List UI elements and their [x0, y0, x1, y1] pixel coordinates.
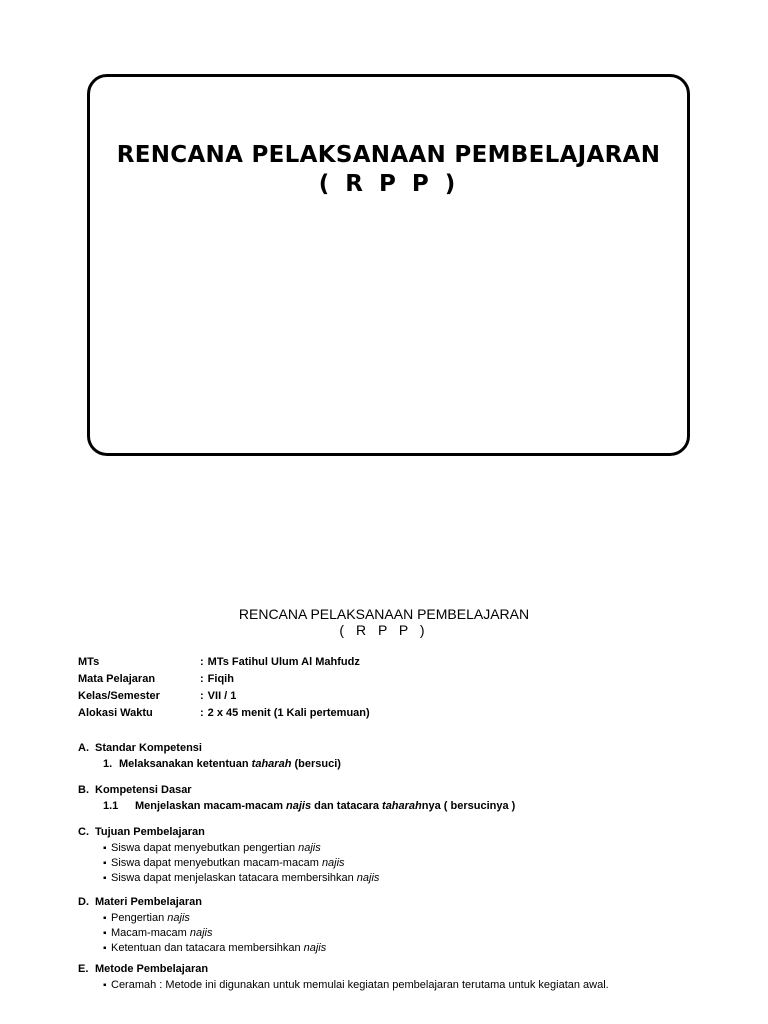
section-heading-d: [78, 896, 738, 912]
item-italic: taharah: [251, 758, 292, 770]
section-title: Standar Kompetensi: [95, 742, 202, 754]
document-subtitle: ( R P P ): [339, 622, 429, 638]
item-italic: najis: [189, 927, 213, 939]
section-letter: D.: [78, 896, 89, 908]
section-heading-a: [78, 742, 738, 758]
item-text: Siswa dapat menyebutkan macam-macam: [111, 857, 322, 869]
info-label: Mata Pelajaran: [78, 673, 156, 685]
item-italic: najis: [167, 912, 190, 924]
list-item: [78, 942, 738, 957]
item-text: Ketentuan dan tatacara membersihkan: [111, 942, 304, 954]
section-heading-e: [78, 963, 738, 979]
section-title: Metode Pembelajaran: [95, 963, 209, 975]
cover-title: RENCANA PELAKSANAAN PEMBELAJARAN: [116, 142, 661, 168]
competency-item: [78, 758, 738, 775]
item-text: dan tatacara: [311, 800, 383, 812]
section-title: Kompetensi Dasar: [95, 784, 192, 796]
item-text: Pengertian: [111, 912, 168, 924]
item-italic: najis: [286, 800, 312, 812]
cover-subtitle: ( R P P ): [318, 171, 459, 197]
section-letter: C.: [78, 826, 89, 838]
item-italic: taharah: [382, 800, 422, 812]
info-row-mts: [78, 656, 370, 673]
item-text: Siswa dapat menyebutkan pengertian: [111, 842, 299, 854]
item-italic: najis: [298, 842, 321, 854]
info-row-time: [78, 707, 370, 724]
info-value: : MTs Fatihul Ulum Al Mahfudz: [200, 656, 360, 673]
item-italic: najis: [321, 857, 345, 869]
section-letter: B.: [78, 784, 89, 796]
info-label: Kelas/Semester: [78, 690, 160, 702]
cover-box: [87, 74, 690, 456]
item-number: 1.: [103, 758, 113, 770]
item-text: Ceramah : Metode ini digunakan untuk memulai kegiatan pembelajaran terutama untuk kegiatan awal.: [111, 979, 609, 991]
section-letter: E.: [78, 963, 89, 975]
section-title: Tujuan Pembelajaran: [95, 826, 205, 838]
item-text: Melaksanakan ketentuan: [119, 758, 252, 770]
list-item: [78, 912, 738, 927]
section-heading-b: [78, 784, 738, 800]
item-number: 1.1: [103, 800, 119, 812]
item-text: (bersuci): [291, 758, 341, 770]
competency-item: [78, 800, 738, 817]
list-item: [78, 857, 738, 872]
info-row-class: [78, 690, 370, 707]
item-italic: najis: [303, 942, 327, 954]
info-table: [78, 656, 370, 724]
list-item: [78, 979, 738, 994]
section-letter: A.: [78, 742, 89, 754]
sections: [78, 742, 738, 994]
info-value: : VII / 1: [200, 690, 236, 707]
list-item: [78, 872, 738, 887]
info-label: Alokasi Waktu: [78, 707, 153, 719]
item-text: nya ( bersucinya ): [421, 800, 516, 812]
document-title: RENCANA PELAKSANAAN PEMBELAJARAN: [238, 606, 530, 622]
section-title: Materi Pembelajaran: [95, 896, 202, 908]
info-value: : Fiqih: [200, 673, 234, 690]
item-text: Menjelaskan macam-macam: [135, 800, 287, 812]
section-heading-c: [78, 826, 738, 842]
info-value: : 2 x 45 menit (1 Kali pertemuan): [200, 707, 370, 724]
item-text: Siswa dapat menjelaskan tatacara membersihkan: [111, 872, 357, 884]
item-italic: najis: [356, 872, 380, 884]
list-item: [78, 927, 738, 942]
item-text: Macam-macam: [111, 927, 190, 939]
info-row-subject: [78, 673, 370, 690]
info-label: MTs: [78, 656, 100, 668]
list-item: [78, 842, 738, 857]
